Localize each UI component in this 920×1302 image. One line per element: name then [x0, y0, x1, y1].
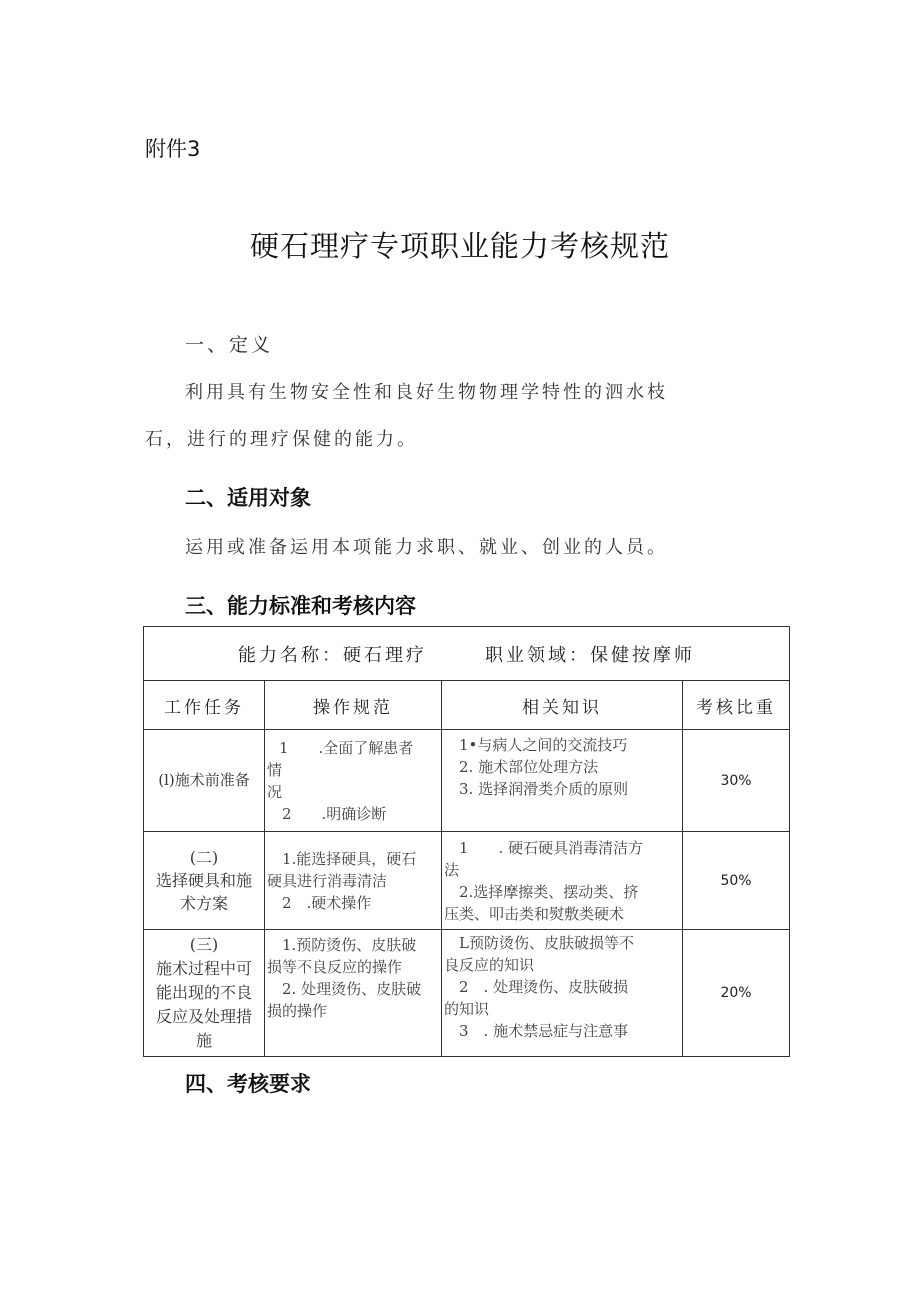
task-line: 施术过程中可 — [155, 959, 252, 978]
competency-table — [143, 626, 790, 1057]
task-cell — [144, 832, 265, 930]
column-header-weight: 考核比重 — [683, 681, 790, 730]
task-line: (二) — [189, 848, 219, 867]
document-title: 硬石理疗专项职业能力考核规范 — [249, 229, 670, 263]
section-heading-definition: 一、定义 — [185, 334, 274, 356]
ops-line: 1.预防烫伤、皮肤破 — [267, 936, 417, 954]
knowledge-line: 的知识 — [444, 1000, 490, 1018]
ops-cell — [265, 832, 442, 930]
task-line: 选择硬具和施 — [155, 871, 252, 890]
knowledge-line: 2. 施术部位处理方法 — [444, 758, 599, 776]
ops-line: 1.能选择硬具，硬石 — [267, 849, 417, 868]
task-line: (l)施术前准备 — [158, 771, 250, 789]
section-heading-requirements: 四、考核要求 — [185, 1072, 311, 1096]
table-header-row — [144, 627, 790, 681]
table-row — [144, 930, 790, 1057]
task-line: 施 — [195, 1031, 212, 1050]
target-paragraph: 运用或准备运用本项能力求职、就业、创业的人员。 — [185, 537, 668, 558]
column-header-task: 工作任务 — [144, 681, 265, 730]
knowledge-cell — [442, 832, 683, 930]
ops-line: 情 — [267, 760, 283, 779]
task-line: 反应及处理措 — [155, 1007, 252, 1026]
task-cell — [144, 730, 265, 832]
column-header-knowledge: 相关知识 — [442, 681, 683, 730]
table-row — [144, 832, 790, 930]
knowledge-line: 3. 选择润滑类介质的原则 — [444, 780, 629, 798]
ops-line: 2 .明确诊断 — [267, 804, 387, 823]
task-cell — [144, 930, 265, 1057]
ops-line: 1 .全面了解患者 — [279, 738, 414, 757]
table-row — [144, 730, 790, 832]
knowledge-cell — [442, 930, 683, 1057]
attachment-label: 附件3 — [145, 137, 201, 161]
task-line: 能出现的不良 — [155, 983, 252, 1002]
knowledge-line: 1•与病人之间的交流技巧 — [444, 736, 628, 754]
weight-cell: 50% — [683, 832, 790, 930]
task-line: 术方案 — [179, 894, 228, 913]
weight-cell: 20% — [683, 930, 790, 1057]
ops-cell — [265, 730, 442, 832]
ops-line: 2 .硬术操作 — [267, 893, 372, 912]
ops-cell — [265, 930, 442, 1057]
knowledge-line: 压类、叩击类和熨敷类硬术 — [444, 904, 625, 923]
section-heading-standards: 三、能力标准和考核内容 — [185, 594, 416, 618]
ops-line: 硬具进行消毒清洁 — [267, 871, 388, 890]
occupation-field: 职业领域：保健按摩师 — [485, 644, 695, 666]
ops-line: 损等不良反应的操作 — [267, 958, 403, 976]
ability-name: 能力名称：硬石理疗 — [238, 644, 427, 666]
knowledge-line: 法 — [444, 860, 460, 879]
definition-paragraph-line2: 石，进行的理疗保健的能力。 — [145, 429, 418, 450]
knowledge-line: 2.选择摩擦类、摆动类、挤 — [444, 882, 639, 901]
weight-cell: 30% — [683, 730, 790, 832]
knowledge-line: 1 . 硬石硬具消毒清洁方 — [444, 838, 644, 857]
ops-line: 2. 处理烫伤、皮肤破 — [267, 980, 422, 998]
knowledge-line: 2 . 处理烫伤、皮肤破损 — [444, 978, 629, 996]
knowledge-line: 3 . 施术禁忌症与注意事 — [444, 1022, 629, 1040]
knowledge-line: 良反应的知识 — [444, 956, 535, 974]
definition-paragraph-line1: 利用具有生物安全性和良好生物物理学特性的泗水枝 — [185, 382, 668, 403]
section-heading-target: 二、适用对象 — [185, 486, 311, 510]
knowledge-line: L预防烫伤、皮肤破损等不 — [444, 934, 634, 952]
column-header-ops: 操作规范 — [265, 681, 442, 730]
knowledge-cell — [442, 730, 683, 832]
ops-line: 损的操作 — [267, 1002, 328, 1020]
ops-line: 况 — [267, 782, 283, 801]
task-line: (三) — [189, 935, 219, 954]
